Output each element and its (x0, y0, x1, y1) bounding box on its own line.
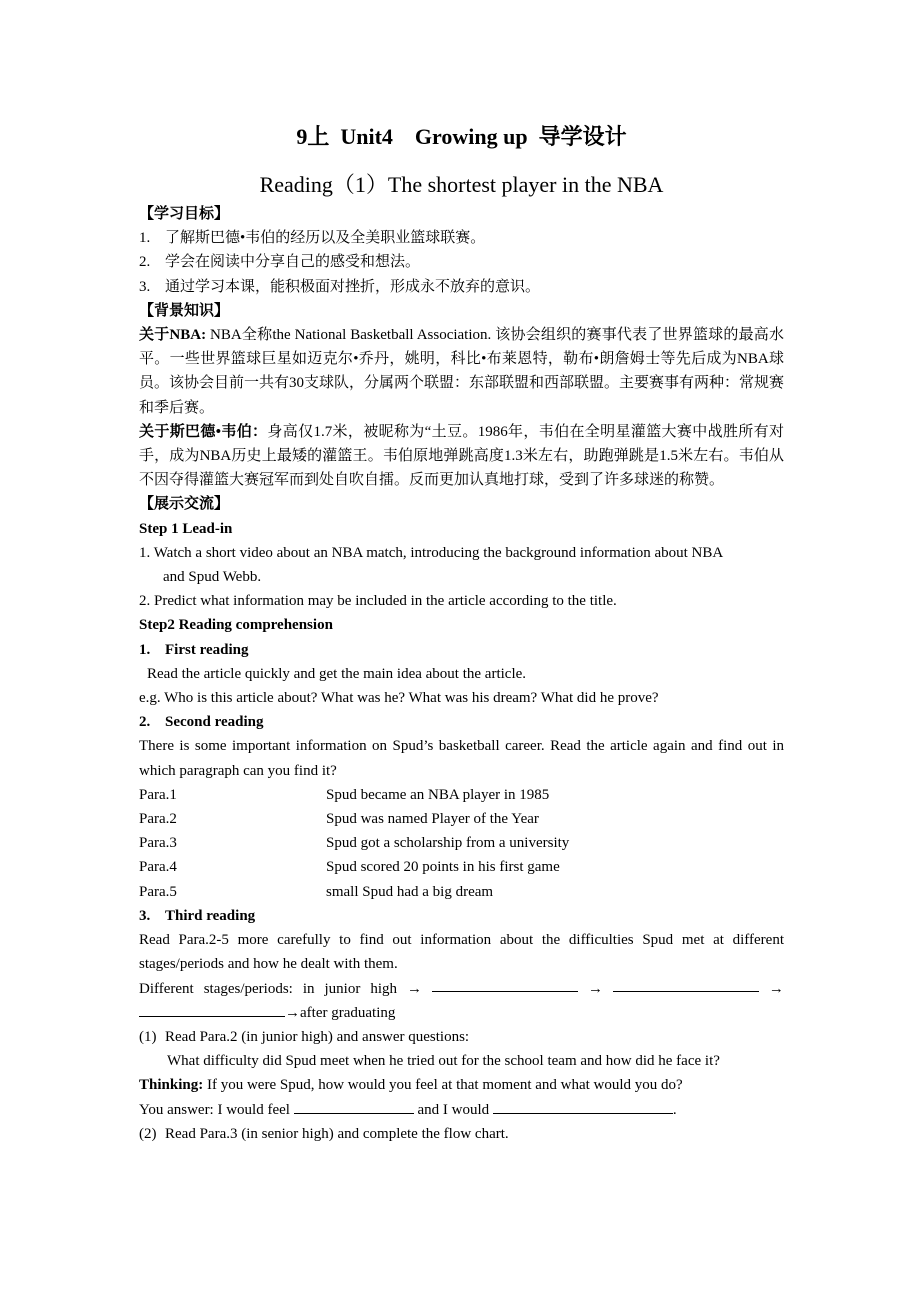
objective-item: 3. 通过学习本课，能积极面对挫折，形成永不放弃的意识。 (139, 278, 541, 295)
para-match-row: Para.5 small Spud had a big dream (139, 883, 494, 900)
objective-item: 1. 了解斯巴德•韦伯的经历以及全美职业篮球联赛。 (139, 230, 486, 247)
thinking-line: Thinking: If you were Spud, how would you feel at that moment and what would you do? (139, 1077, 683, 1094)
arrow-icon: → (406, 980, 422, 997)
answer-line: You answer: I would feel and I would . (139, 1098, 784, 1122)
para-match-row: Para.4 Spud scored 20 points in his first game (139, 859, 560, 876)
arrow-icon: → (587, 980, 603, 997)
step1-item1: 1. Watch a short video about an NBA match, introducing the background information about NBA (139, 544, 724, 561)
stage-blank-3[interactable] (139, 1002, 285, 1017)
feel-blank[interactable] (294, 1099, 414, 1114)
spud-paragraph (139, 420, 784, 493)
step1-item2: 2. Predict what information may be included in the article according to the title. (139, 593, 617, 610)
step2-title: Step2 Reading comprehension (139, 617, 333, 634)
stages-line-cont: →after graduating (139, 1001, 784, 1025)
page-subtitle: Reading（1）The shortest player in the NBA (259, 172, 664, 197)
stage-blank-1[interactable] (432, 977, 578, 992)
third-reading-title: 3. Third reading (139, 907, 256, 924)
second-reading-text: There is some important information on Spud’s basketball career. Read the article again and find out in which paragraph can you find it? (139, 738, 788, 779)
would-blank[interactable] (493, 1099, 673, 1114)
arrow-icon: → (285, 1004, 300, 1021)
worksheet-page (139, 118, 788, 1146)
question-1: (1) Read Para.2 (in junior high) and answer questions: (139, 1028, 470, 1045)
second-reading-title: 2. Second reading (139, 714, 264, 731)
display-heading: 【展示交流】 (139, 496, 230, 513)
background-heading: 【背景知识】 (139, 302, 230, 319)
step1-title: Step 1 Lead-in (139, 520, 233, 537)
question-1-prompt: What difficulty did Spud meet when he tried out for the school team and how did he face it? (167, 1053, 720, 1070)
para-match-row: Para.3 Spud got a scholarship from a university (139, 835, 570, 852)
nba-paragraph (139, 323, 784, 420)
first-reading-title: 1. First reading (139, 641, 249, 658)
first-reading-text: Read the article quickly and get the main idea about the article. (147, 665, 527, 682)
step1-item1-cont: and Spud Webb. (163, 569, 262, 586)
spud-text: 身高仅1.7米，被昵称为“土豆。1986年，韦伯在全明星灌篮大赛中战胜所有对手，成为NBA历史上最矮的灌篮王。韦伯原地弹跳高度1.3米左右，助跑弹跳是1.5米左右。韦伯从不因夺得灌篮大赛冠军而到处自吹自擂。反而更加认真地打球，受到了许多球迷的称赞。 (139, 423, 784, 489)
objectives-heading: 【学习目标】 (139, 206, 230, 222)
third-reading-text: Read Para.2-5 more carefully to find out information about the difficulties Spud met at different stages/periods and how he dealt with them. (139, 932, 788, 973)
spud-label: 关于斯巴德•韦伯： (139, 423, 268, 440)
stage-blank-2[interactable] (613, 977, 759, 992)
arrow-icon: → (768, 980, 784, 997)
nba-text: NBA全称the National Basketball Association. 该协会组织的赛事代表了世界篮球的最高水平。一些世界篮球巨星如迈克尔•乔丹，姚明，科比•布莱恩特，勒布•朗詹姆士等先后成为NBA球员。该协会目前一共有30支球队，分属两个联盟：东部联盟和西部联盟。主要赛事有两种：常规赛和季后赛。 (139, 327, 785, 416)
nba-label: 关于NBA: (139, 327, 207, 344)
first-reading-example: e.g. Who is this article about? What was he? What was his dream? What did he prove? (139, 690, 659, 707)
question-2: (2) Read Para.3 (in senior high) and complete the flow chart. (139, 1125, 509, 1142)
objective-item: 2. 学会在阅读中分享自己的感受和想法。 (139, 254, 421, 271)
para-match-row: Para.2 Spud was named Player of the Year (139, 811, 539, 828)
stages-line: Different stages/periods: in junior high → → → (139, 977, 784, 1001)
para-match-row: Para.1 Spud became an NBA player in 1985 (139, 786, 550, 803)
page-title: 9上 Unit4 Growing up 导学设计 (296, 124, 627, 149)
